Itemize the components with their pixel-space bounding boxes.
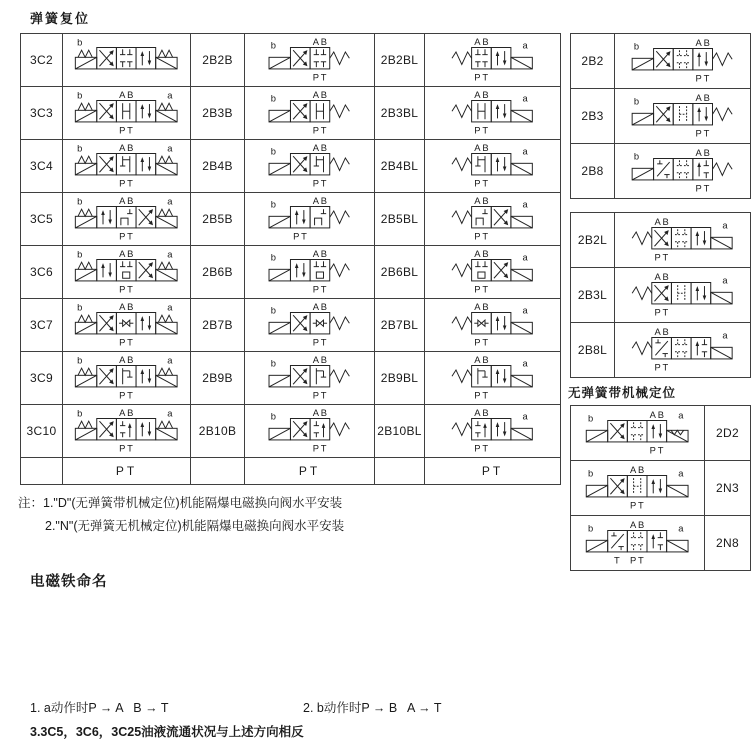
valve-symbol-2B8L <box>616 325 748 375</box>
valve-symbol-2B3L <box>616 270 748 320</box>
valve-code-cell: 3C3 <box>21 87 63 140</box>
svg-text:P: P <box>474 284 481 295</box>
svg-text:P: P <box>119 337 126 348</box>
svg-text:A: A <box>474 195 481 206</box>
valve-symbol-3C5 <box>64 194 188 244</box>
svg-text:a: a <box>678 523 684 534</box>
svg-text:T: T <box>482 72 489 83</box>
valve-diagram-cell <box>425 246 561 299</box>
valve-code-cell: 2B2 <box>571 34 615 89</box>
svg-text:T: T <box>321 390 327 401</box>
valve-code-cell: 2B6BL <box>375 246 425 299</box>
svg-text:B: B <box>482 248 489 259</box>
note-line-1: 注：1."D"(无弹簧带机械定位)机能隔爆电磁换向阀水平安装 <box>18 496 343 510</box>
svg-text:a: a <box>678 410 684 421</box>
valve-diagram-cell <box>245 405 375 458</box>
svg-text:P: P <box>474 231 481 242</box>
svg-text:B: B <box>321 142 328 153</box>
svg-text:P: P <box>695 183 703 194</box>
svg-text:b: b <box>271 305 277 316</box>
valve-symbol-2B8 <box>616 146 748 196</box>
svg-text:A: A <box>695 147 703 158</box>
valve-diagram-cell <box>615 323 751 378</box>
valve-symbol-2B5BL <box>426 194 558 244</box>
svg-text:B: B <box>127 407 134 418</box>
svg-text:P: P <box>293 231 300 242</box>
svg-text:T: T <box>638 555 645 566</box>
svg-text:A: A <box>119 407 126 418</box>
svg-text:a: a <box>678 468 684 479</box>
svg-text:b: b <box>77 143 83 154</box>
svg-text:a: a <box>167 90 173 101</box>
svg-text:b: b <box>634 151 640 162</box>
svg-text:P: P <box>313 72 320 83</box>
svg-text:b: b <box>77 302 83 313</box>
valve-symbol-3C6 <box>64 247 188 297</box>
svg-text:A: A <box>313 354 320 365</box>
svg-text:T: T <box>482 231 489 242</box>
svg-text:P: P <box>474 390 481 401</box>
svg-text:A: A <box>474 354 481 365</box>
svg-text:T: T <box>482 337 489 348</box>
svg-text:a: a <box>522 146 529 157</box>
valve-diagram-cell <box>615 89 751 144</box>
svg-text:a: a <box>722 275 728 286</box>
svg-text:B: B <box>482 407 489 418</box>
valve-symbol-2N3 <box>572 463 702 513</box>
svg-text:P: P <box>119 443 126 454</box>
svg-text:P: P <box>313 443 320 454</box>
valve-code-cell: 3C7 <box>21 299 63 352</box>
svg-text:B: B <box>703 37 711 48</box>
svg-text:a: a <box>522 252 529 263</box>
svg-text:P: P <box>630 500 637 511</box>
svg-text:P: P <box>119 390 126 401</box>
valve-diagram-cell <box>245 193 375 246</box>
valve-code-cell: 2B2L <box>571 213 615 268</box>
valve-symbol-2B2L <box>616 215 748 265</box>
svg-text:P: P <box>474 178 481 189</box>
svg-text:A: A <box>119 248 126 259</box>
svg-text:A: A <box>313 142 320 153</box>
svg-text:b: b <box>271 252 277 263</box>
heading-solenoid-naming: 电磁铁命名 <box>30 574 108 590</box>
valve-symbol-3C9 <box>64 353 188 403</box>
svg-text:P: P <box>654 252 662 263</box>
no-spring-detent-table <box>570 405 751 571</box>
svg-text:P: P <box>119 178 126 189</box>
svg-text:T: T <box>658 445 664 456</box>
valve-symbol-2B2 <box>616 36 748 86</box>
naming-rule-1: 1. a动作时P → A B → T <box>30 701 169 715</box>
svg-text:P: P <box>313 284 320 295</box>
valve-diagram-cell <box>63 246 191 299</box>
svg-text:b: b <box>77 196 83 207</box>
svg-text:a: a <box>522 199 529 210</box>
svg-text:B: B <box>703 92 711 103</box>
note-line-2: 2."N"(无弹簧无机械定位)机能隔爆电磁换向阀水平安装 <box>45 519 345 533</box>
svg-text:T: T <box>301 231 308 242</box>
valve-diagram-cell <box>245 87 375 140</box>
svg-text:T: T <box>482 443 489 454</box>
port-footer-cell: PT <box>425 458 561 485</box>
valve-code-cell: 2D2 <box>705 406 751 461</box>
svg-text:b: b <box>634 96 640 107</box>
svg-text:A: A <box>119 89 126 100</box>
valve-diagram-cell <box>425 299 561 352</box>
valve-diagram-cell <box>425 405 561 458</box>
valve-diagram-cell <box>615 213 751 268</box>
svg-text:T: T <box>127 231 134 242</box>
svg-text:T: T <box>703 183 710 194</box>
valve-diagram-cell <box>425 140 561 193</box>
svg-text:a: a <box>522 411 529 422</box>
svg-text:P: P <box>313 390 320 401</box>
valve-symbol-2B3 <box>616 91 748 141</box>
valve-code-cell: 2B10B <box>191 405 245 458</box>
valve-code-cell: 2N3 <box>705 461 751 516</box>
valve-diagram-cell <box>63 299 191 352</box>
svg-text:b: b <box>77 249 83 260</box>
svg-text:B: B <box>662 216 670 227</box>
valve-symbol-2B5B <box>246 194 372 244</box>
svg-text:b: b <box>77 90 83 101</box>
svg-text:T: T <box>662 307 669 318</box>
svg-text:B: B <box>482 195 489 206</box>
valve-code-cell: 3C6 <box>21 246 63 299</box>
svg-text:P: P <box>695 73 703 84</box>
svg-text:b: b <box>271 93 277 104</box>
valve-symbol-2B3BL <box>426 88 558 138</box>
svg-text:A: A <box>474 301 481 312</box>
svg-text:B: B <box>321 354 328 365</box>
svg-text:A: A <box>695 92 703 103</box>
svg-text:B: B <box>321 195 328 206</box>
svg-text:B: B <box>638 464 645 475</box>
svg-text:a: a <box>522 358 529 369</box>
valve-symbol-2B2B <box>246 35 372 85</box>
valve-code-cell: 2B3B <box>191 87 245 140</box>
valve-diagram-cell <box>571 516 705 571</box>
svg-text:T: T <box>662 252 669 263</box>
svg-text:A: A <box>474 142 481 153</box>
valve-diagram-cell <box>63 405 191 458</box>
svg-text:b: b <box>271 146 277 157</box>
svg-text:b: b <box>588 468 594 479</box>
svg-text:P: P <box>695 128 703 139</box>
svg-text:A: A <box>313 407 320 418</box>
svg-text:A: A <box>313 195 320 206</box>
svg-text:T: T <box>482 390 489 401</box>
svg-text:P: P <box>119 284 126 295</box>
valve-code-cell: 2B6B <box>191 246 245 299</box>
valve-diagram-cell <box>615 34 751 89</box>
valve-symbol-3C3 <box>64 88 188 138</box>
port-footer-cell: PT <box>63 458 191 485</box>
svg-text:A: A <box>474 36 481 47</box>
svg-text:T: T <box>482 178 489 189</box>
svg-text:P: P <box>119 231 126 242</box>
valve-symbol-2B4B <box>246 141 372 191</box>
svg-text:T: T <box>662 362 669 373</box>
valve-code-cell: 3C2 <box>21 34 63 87</box>
svg-text:B: B <box>482 89 489 100</box>
valve-symbol-3C2 <box>64 35 188 85</box>
svg-text:T: T <box>482 125 489 136</box>
svg-text:P: P <box>474 337 481 348</box>
valve-code-cell: 2B7B <box>191 299 245 352</box>
valve-code-cell: 2B3 <box>571 89 615 144</box>
svg-text:A: A <box>474 248 481 259</box>
svg-text:B: B <box>662 326 670 337</box>
svg-text:A: A <box>654 326 662 337</box>
valve-symbol-2B7B <box>246 300 372 350</box>
svg-text:A: A <box>313 36 320 47</box>
naming-rule-2: 2. b动作时P → B A → T <box>303 701 442 715</box>
svg-text:B: B <box>127 354 134 365</box>
valve-symbol-3C10 <box>64 406 188 456</box>
single-solenoid-b-table <box>570 33 751 199</box>
valve-code-cell: 2B4BL <box>375 140 425 193</box>
valve-code-cell: 2N8 <box>705 516 751 571</box>
svg-text:B: B <box>127 142 134 153</box>
valve-symbol-2B3B <box>246 88 372 138</box>
svg-text:B: B <box>321 36 328 47</box>
svg-text:T: T <box>127 443 134 454</box>
valve-diagram-cell <box>63 34 191 87</box>
valve-code-cell: 2B7BL <box>375 299 425 352</box>
svg-text:B: B <box>127 301 134 312</box>
valve-diagram-cell <box>63 193 191 246</box>
svg-text:A: A <box>119 195 126 206</box>
svg-text:b: b <box>588 523 594 534</box>
svg-text:P: P <box>313 125 320 136</box>
valve-symbol-2N8 <box>572 518 702 568</box>
svg-text:B: B <box>658 409 665 420</box>
valve-symbol-2B6BL <box>426 247 558 297</box>
svg-text:A: A <box>119 142 126 153</box>
port-footer-cell <box>191 458 245 485</box>
svg-text:B: B <box>321 248 328 259</box>
svg-text:a: a <box>167 355 173 366</box>
svg-text:a: a <box>722 220 728 231</box>
svg-text:A: A <box>649 409 657 420</box>
svg-text:B: B <box>662 271 670 282</box>
valve-symbol-2B4BL <box>426 141 558 191</box>
valve-diagram-cell <box>245 352 375 405</box>
svg-text:B: B <box>127 89 134 100</box>
valve-diagram-cell <box>245 140 375 193</box>
valve-code-cell: 2B8L <box>571 323 615 378</box>
valve-symbol-2B7BL <box>426 300 558 350</box>
svg-text:P: P <box>474 72 481 83</box>
svg-text:b: b <box>588 413 594 424</box>
svg-text:b: b <box>271 358 277 369</box>
valve-symbol-2B6B <box>246 247 372 297</box>
svg-text:A: A <box>695 37 703 48</box>
svg-text:B: B <box>482 301 489 312</box>
svg-text:T: T <box>703 73 710 84</box>
svg-text:T: T <box>321 72 327 83</box>
valve-code-cell: 2B8 <box>571 144 615 199</box>
svg-text:A: A <box>630 519 637 530</box>
valve-symbol-2B10BL <box>426 406 558 456</box>
svg-text:T: T <box>321 337 327 348</box>
naming-rule-3: 3.3C5，3C6，3C25油液流通状况与上述方向相反 <box>30 725 304 739</box>
valve-diagram-cell <box>571 461 705 516</box>
valve-code-cell: 2B10BL <box>375 405 425 458</box>
svg-text:b: b <box>77 37 83 48</box>
valve-code-cell: 3C5 <box>21 193 63 246</box>
svg-text:B: B <box>482 142 489 153</box>
svg-text:P: P <box>313 337 320 348</box>
valve-code-cell: 2B9BL <box>375 352 425 405</box>
valve-diagram-cell <box>425 352 561 405</box>
svg-text:T: T <box>127 284 134 295</box>
svg-text:T: T <box>321 284 327 295</box>
svg-text:B: B <box>482 36 489 47</box>
svg-text:T: T <box>482 284 489 295</box>
valve-diagram-cell <box>245 246 375 299</box>
svg-text:b: b <box>271 411 277 422</box>
svg-text:P: P <box>630 555 637 566</box>
svg-text:T: T <box>127 125 134 136</box>
section-title-spring-return: 弹簧复位 <box>30 11 91 26</box>
valve-code-cell: 2B2BL <box>375 34 425 87</box>
svg-text:b: b <box>634 41 640 52</box>
port-footer-cell <box>21 458 63 485</box>
valve-symbol-2B2BL <box>426 35 558 85</box>
svg-text:a: a <box>167 196 173 207</box>
svg-text:T: T <box>703 128 710 139</box>
svg-text:b: b <box>77 355 83 366</box>
valve-code-cell: 2B5B <box>191 193 245 246</box>
valve-diagram-cell <box>245 34 375 87</box>
svg-text:B: B <box>482 354 489 365</box>
notes-block <box>18 492 344 538</box>
valve-diagram-cell <box>245 299 375 352</box>
valve-diagram-cell <box>63 87 191 140</box>
svg-text:P: P <box>649 445 657 456</box>
port-footer-cell <box>375 458 425 485</box>
valve-symbol-2B9BL <box>426 353 558 403</box>
svg-text:T: T <box>127 337 134 348</box>
svg-text:a: a <box>522 40 529 51</box>
svg-text:A: A <box>313 89 320 100</box>
valve-diagram-cell <box>571 406 705 461</box>
svg-text:a: a <box>167 302 173 313</box>
svg-text:b: b <box>77 408 83 419</box>
svg-text:T: T <box>321 125 327 136</box>
svg-text:A: A <box>474 89 481 100</box>
valve-symbol-3C4 <box>64 141 188 191</box>
svg-text:A: A <box>313 248 320 259</box>
valve-code-cell: 2B4B <box>191 140 245 193</box>
valve-code-cell: 2B3L <box>571 268 615 323</box>
svg-text:A: A <box>654 216 662 227</box>
svg-text:b: b <box>271 40 277 51</box>
valve-diagram-cell <box>425 34 561 87</box>
svg-text:T: T <box>321 178 327 189</box>
valve-symbol-2D2 <box>572 408 702 458</box>
svg-text:A: A <box>313 301 320 312</box>
svg-text:T: T <box>127 178 134 189</box>
valve-code-cell: 2B5BL <box>375 193 425 246</box>
svg-text:B: B <box>127 195 134 206</box>
section-title-no-spring-detent: 无弹簧带机械定位 <box>568 386 677 400</box>
svg-text:A: A <box>630 464 637 475</box>
svg-text:P: P <box>474 443 481 454</box>
valve-diagram-cell <box>615 144 751 199</box>
valve-code-cell: 3C4 <box>21 140 63 193</box>
svg-text:a: a <box>167 249 173 260</box>
svg-text:P: P <box>654 307 662 318</box>
single-solenoid-l-table <box>570 212 751 378</box>
valve-code-cell: 3C9 <box>21 352 63 405</box>
svg-text:B: B <box>127 248 134 259</box>
svg-text:T: T <box>127 390 134 401</box>
svg-text:P: P <box>313 178 320 189</box>
svg-text:A: A <box>654 271 662 282</box>
svg-text:T: T <box>638 500 645 511</box>
svg-text:P: P <box>119 125 126 136</box>
valve-symbol-2B9B <box>246 353 372 403</box>
valve-diagram-cell <box>425 87 561 140</box>
svg-text:P: P <box>474 125 481 136</box>
valve-symbol-2B10B <box>246 406 372 456</box>
valve-code-cell: 3C10 <box>21 405 63 458</box>
svg-text:B: B <box>321 407 328 418</box>
svg-text:A: A <box>474 407 481 418</box>
valve-code-cell: 2B9B <box>191 352 245 405</box>
valve-code-cell: 2B3BL <box>375 87 425 140</box>
valve-code-cell: 2B2B <box>191 34 245 87</box>
valve-diagram-cell <box>615 268 751 323</box>
svg-text:B: B <box>638 519 645 530</box>
svg-text:T: T <box>321 443 327 454</box>
svg-text:a: a <box>722 330 728 341</box>
svg-text:T: T <box>614 555 620 566</box>
valve-symbol-3C7 <box>64 300 188 350</box>
svg-text:b: b <box>271 199 277 210</box>
spring-return-valve-table <box>20 33 561 485</box>
valve-diagram-cell <box>63 140 191 193</box>
svg-text:a: a <box>167 408 173 419</box>
svg-text:A: A <box>119 354 126 365</box>
svg-text:B: B <box>703 147 711 158</box>
valve-diagram-cell <box>425 193 561 246</box>
valve-diagram-cell <box>63 352 191 405</box>
svg-text:a: a <box>522 305 529 316</box>
svg-text:P: P <box>654 362 662 373</box>
svg-text:a: a <box>167 143 173 154</box>
svg-text:A: A <box>119 301 126 312</box>
port-footer-cell: PT <box>245 458 375 485</box>
svg-text:B: B <box>321 89 328 100</box>
svg-text:B: B <box>321 301 328 312</box>
svg-text:a: a <box>522 93 529 104</box>
